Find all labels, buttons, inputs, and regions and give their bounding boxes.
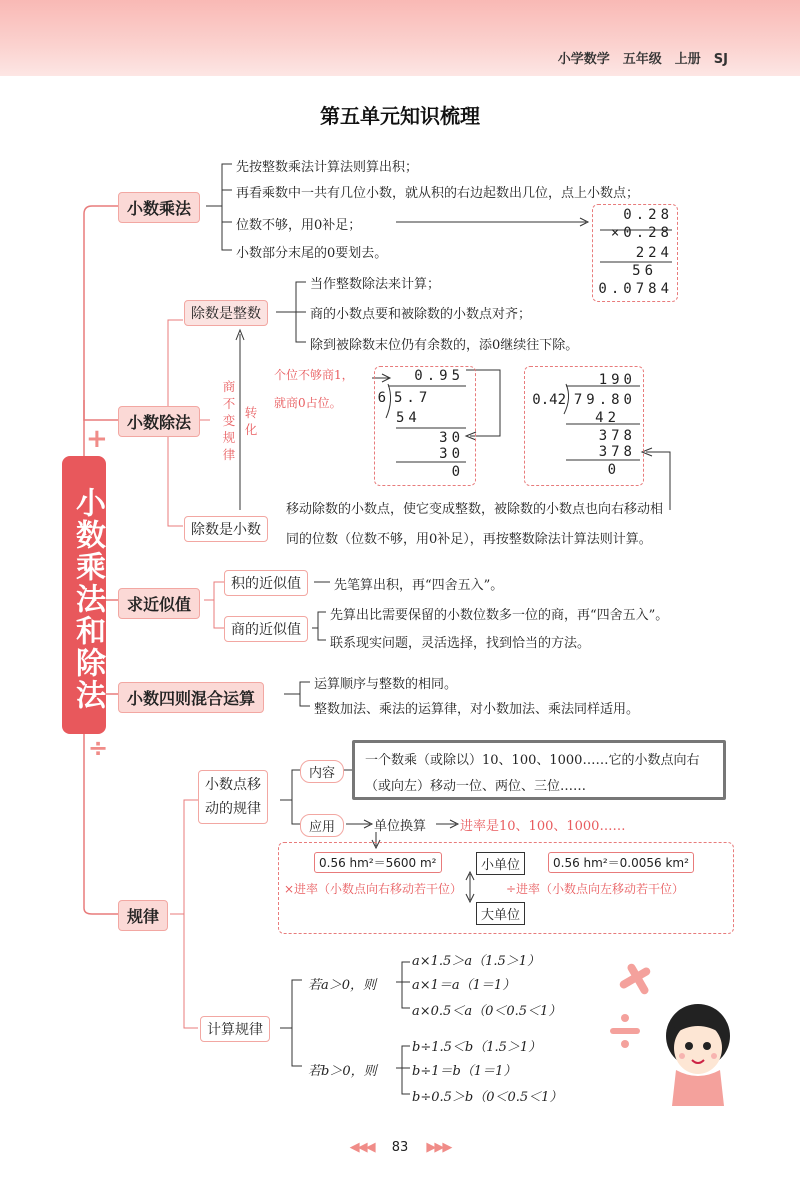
girl-illustration-icon	[600, 956, 740, 1106]
page-number: 83	[391, 1140, 409, 1155]
page-footer	[0, 1140, 800, 1155]
divide-rate-text: ÷进率（小数点向左移动若干位）	[506, 882, 685, 896]
multiplication-example	[592, 204, 678, 302]
division-step: 0	[607, 462, 620, 478]
big-unit: 大单位	[476, 902, 525, 925]
subtopic-decimal-divisor: 除数是小数	[184, 516, 268, 542]
convert-note: 转化	[244, 405, 258, 437]
calc-row: 56	[632, 263, 657, 279]
small-unit: 小单位	[476, 852, 525, 875]
topic-decimal-multiplication: 小数乘法	[118, 192, 200, 223]
dec-div-text: 同的位数（位数不够，用0补足），再按整数除法计算法则计算。	[286, 532, 652, 547]
quotient: 0.95	[414, 368, 464, 384]
mult-point: 位数不够，用0补足；	[236, 218, 362, 233]
dividend: 5.7	[394, 390, 432, 406]
division-step: 0	[451, 464, 464, 480]
int-div-point: 商的小数点要和被除数的小数点对齐；	[310, 307, 532, 322]
subtopic-point-move-rule	[198, 770, 268, 824]
topic-rules: 规律	[118, 900, 168, 931]
unit-conversion: 单位换算	[374, 819, 427, 834]
example-left: 0.56 hm²＝5600 m²	[314, 852, 442, 873]
rule-label-line: 动的规律	[205, 801, 261, 817]
divide-symbol-icon: ÷	[88, 734, 109, 762]
subtopic-quotient-approx: 商的近似值	[224, 616, 308, 642]
int-div-point: 当作整数除法来计算；	[310, 277, 441, 292]
subtopic-product-approx: 积的近似值	[224, 570, 308, 596]
a-rule: a×0.5＜a（0＜0.5＜1）	[412, 1004, 562, 1019]
zero-note-line: 个位不够商1，	[274, 368, 354, 382]
page-title: 第五单元知识梳理	[320, 104, 480, 128]
b-rule: b÷1＝b（1＝1）	[412, 1064, 517, 1079]
quot-approx-point: 先算出比需要保留的小数位数多一位的商，再“四舍五入”。	[330, 608, 669, 623]
divisor: 0.42	[532, 392, 566, 408]
dividend: 79.80	[573, 392, 636, 408]
division-step: 54	[396, 410, 421, 426]
b-condition: 若b＞0，则	[308, 1064, 377, 1079]
b-rule: b÷0.5＞b（0＜0.5＜1）	[412, 1090, 563, 1105]
next-arrows-icon: ▶▶▶	[426, 1140, 451, 1155]
content-box	[352, 740, 726, 800]
quotient: 190	[598, 372, 636, 388]
apply-label: 应用	[300, 814, 344, 837]
content-text: 一个数乘（或除以）10、100、1000……它的小数点向右	[365, 753, 700, 768]
mult-point: 小数部分末尾的0要划去。	[236, 246, 388, 261]
rule-label-line: 小数点移	[205, 777, 261, 793]
subtopic-calc-rule: 计算规律	[200, 1016, 270, 1042]
prev-arrows-icon: ◀◀◀	[349, 1140, 374, 1155]
calc-row: 0.0784	[598, 281, 673, 297]
topic-mixed-operations: 小数四则混合运算	[118, 682, 264, 713]
topic-decimal-division: 小数除法	[118, 406, 200, 437]
header-book-info: 小学数学 五年级 上册 SJ	[557, 52, 728, 67]
zero-note-line: 就商0占位。	[274, 396, 342, 410]
rate-text: 进率是10、100、1000……	[460, 819, 626, 834]
a-rule: a×1＝a（1＝1）	[412, 978, 516, 993]
mult-point: 先按整数乘法计算法则算出积；	[236, 160, 419, 175]
quot-approx-point: 联系现实问题，灵活选择，找到恰当的方法。	[330, 636, 591, 651]
plus-symbol-icon: +	[86, 424, 108, 454]
division-step: 42	[595, 410, 620, 426]
a-rule: a×1.5＞a（1.5＞1）	[412, 954, 541, 969]
example-right: 0.56 hm²＝0.0056 km²	[548, 852, 694, 873]
mixed-point: 整数加法、乘法的运算律，对小数加法、乘法同样适用。	[314, 702, 640, 717]
mixed-point: 运算顺序与整数的相同。	[314, 677, 458, 692]
b-rule: b÷1.5＜b（1.5＞1）	[412, 1040, 542, 1055]
division-step: 30	[439, 430, 464, 446]
dec-div-text: 移动除数的小数点，使它变成整数，被除数的小数点也向右移动相	[286, 502, 664, 517]
merchant-rule-note: 商不变规律	[222, 379, 236, 462]
calc-row: 224	[635, 245, 673, 261]
content-label: 内容	[300, 760, 344, 783]
division-step: 378	[598, 428, 636, 444]
topic-approximation: 求近似值	[118, 588, 200, 619]
divisor: 6	[377, 390, 386, 406]
mult-point: 再看乘数中一共有几位小数，就从积的右边起数出几位，点上小数点；	[236, 186, 640, 201]
division-step: 30	[439, 446, 464, 462]
prod-approx-text: 先笔算出积，再“四舍五入”。	[334, 578, 504, 593]
calc-row: 0.28	[623, 207, 673, 223]
content-text: （或向左）移动一位、两位、三位……	[365, 779, 587, 794]
center-topic: 小数乘法和除法	[62, 456, 106, 734]
multiply-rate-text: ×进率（小数点向右移动若干位）	[284, 882, 463, 896]
a-condition: 若a＞0，则	[308, 978, 377, 993]
division-step: 378	[598, 444, 636, 460]
subtopic-integer-divisor: 除数是整数	[184, 300, 268, 326]
calc-row: ×0.28	[610, 225, 673, 241]
int-div-point: 除到被除数末位仍有余数的，添0继续往下除。	[310, 338, 579, 353]
